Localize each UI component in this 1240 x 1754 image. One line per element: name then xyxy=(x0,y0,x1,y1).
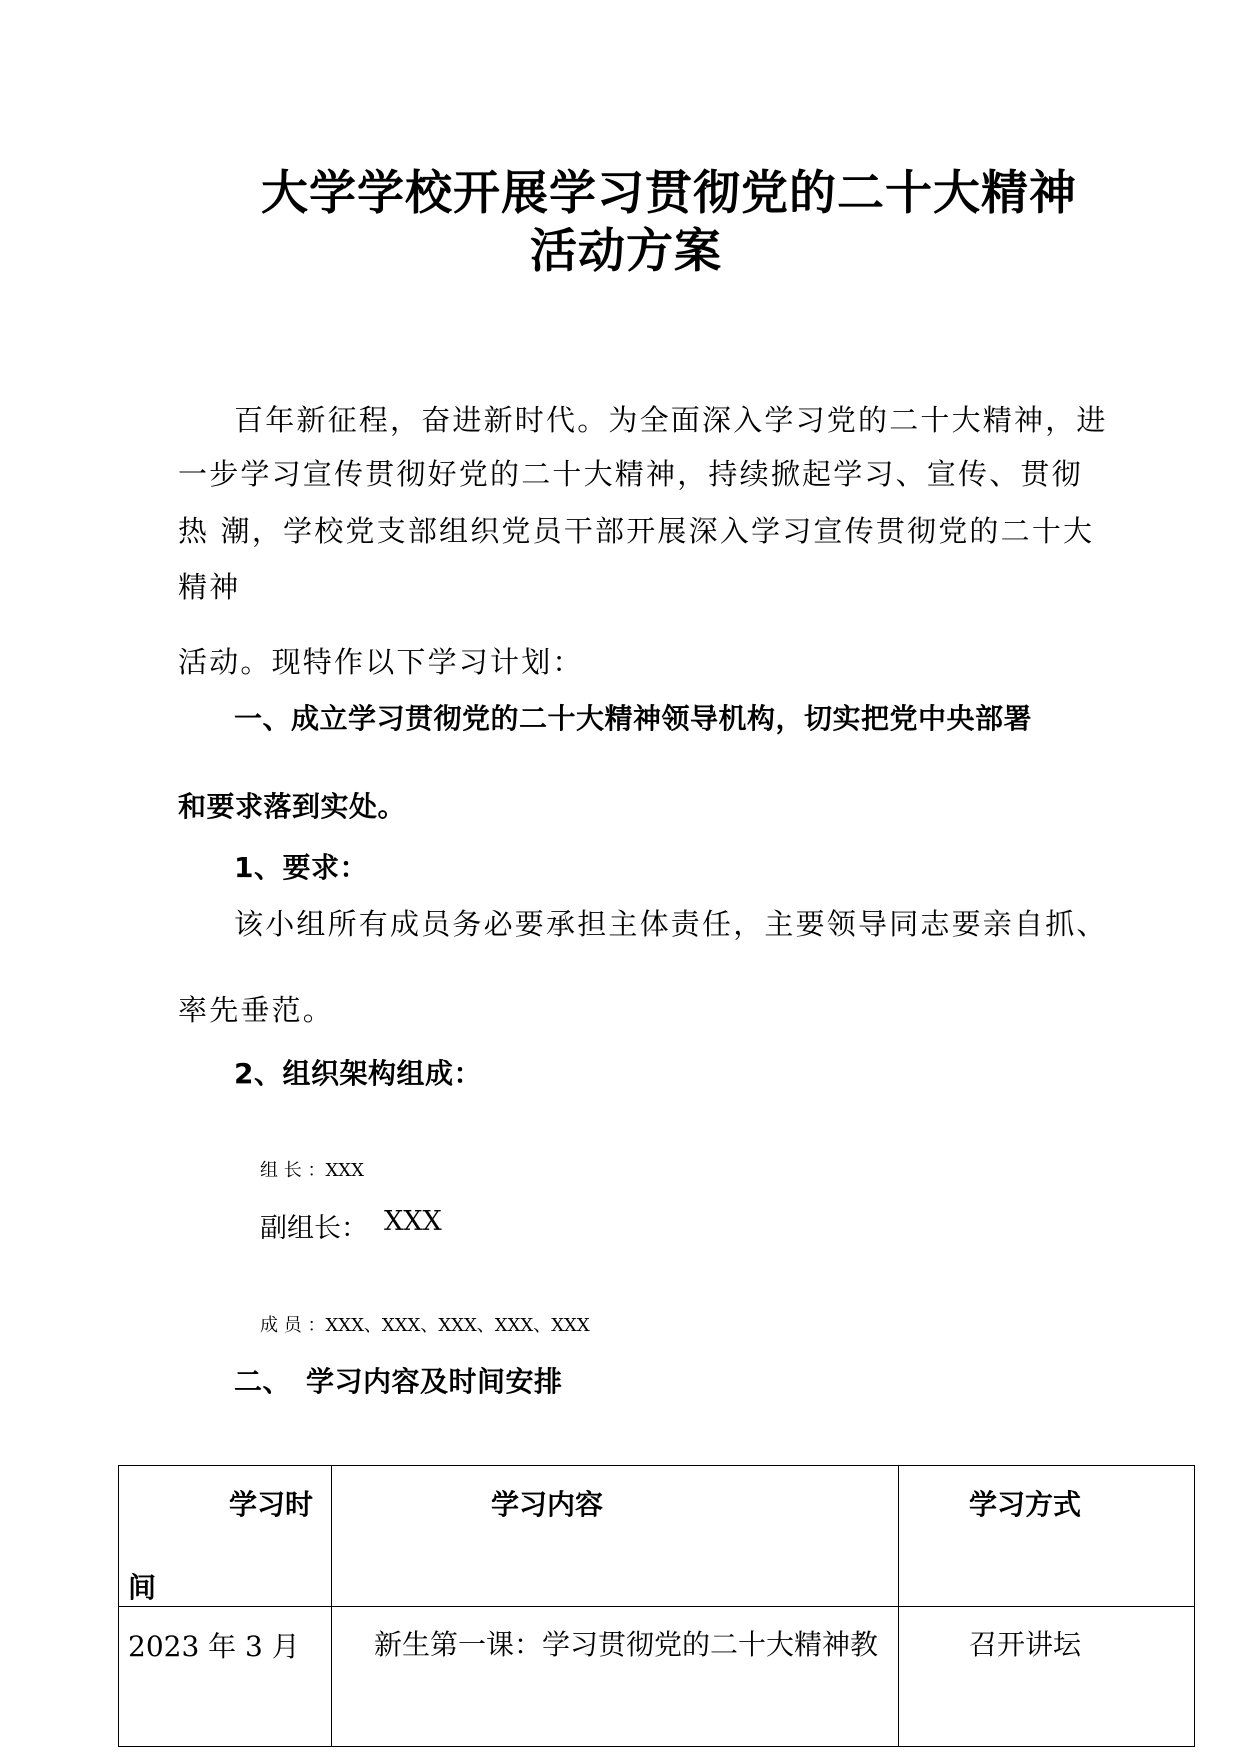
deputy-label: 副组长： xyxy=(260,1213,368,1244)
requirement-heading: 1、要求： xyxy=(234,851,368,884)
intro-line-2: 一步学习宣传贯彻好党的二十大精神，持续掀起学习、宣传、贯彻 xyxy=(178,457,1083,491)
row-content: 新生第一课：学习贯彻党的二十大精神教 xyxy=(374,1628,879,1661)
header-content-cell xyxy=(332,1466,899,1607)
table-header-row xyxy=(119,1466,1195,1607)
row-content-cell xyxy=(332,1607,899,1747)
requirement-line-1: 该小组所有成员务必要承担主体责任，主要领导同志要亲自抓、 xyxy=(234,907,1108,941)
section1-heading-line1: 一、成立学习贯彻党的二十大精神领导机构，切实把党中央部署 xyxy=(234,702,1033,735)
row-method-cell xyxy=(899,1607,1195,1747)
row-method: 召开讲坛 xyxy=(969,1628,1082,1661)
header-method: 学习方式 xyxy=(969,1488,1082,1521)
row-time: 2023 年 3 月 xyxy=(128,1630,300,1663)
header-method-cell xyxy=(899,1466,1195,1607)
document-title-line2: 活动方案 xyxy=(530,224,722,279)
intro-line-5: 活动。现特作以下学习计划： xyxy=(178,645,584,679)
section2-heading-text: 学习内容及时间安排 xyxy=(306,1365,563,1398)
document-title-line1: 大学学校开展学习贯彻党的二十大精神 xyxy=(261,166,1077,221)
deputy-value: XXX xyxy=(384,1206,442,1237)
leader-line: 组 长 ：XXX xyxy=(260,1160,364,1181)
header-time-part2: 间 xyxy=(128,1571,157,1604)
intro-line-3: 热 潮，学校党支部组织党员干部开展深入学习宣传贯彻党的二十大 xyxy=(178,514,1095,548)
row-time-cell xyxy=(119,1607,332,1747)
header-time-cell xyxy=(119,1466,332,1607)
intro-line-4: 精神 xyxy=(178,570,241,604)
organization-heading: 2、组织架构组成： xyxy=(234,1057,482,1090)
section1-heading-line2: 和要求落到实处。 xyxy=(178,790,407,823)
requirement-line-2: 率先垂范。 xyxy=(178,993,335,1027)
section2-heading-number: 二、 xyxy=(234,1365,292,1398)
header-content: 学习内容 xyxy=(491,1488,604,1521)
members-line: 成 员 ：XXX、XXX、XXX、XXX、XXX xyxy=(260,1315,590,1336)
table-row xyxy=(119,1607,1195,1747)
header-time-part1: 学习时 xyxy=(229,1488,314,1521)
schedule-table xyxy=(118,1465,1195,1747)
intro-line-1: 百年新征程，奋进新时代。为全面深入学习党的二十大精神，进 xyxy=(234,403,1108,437)
